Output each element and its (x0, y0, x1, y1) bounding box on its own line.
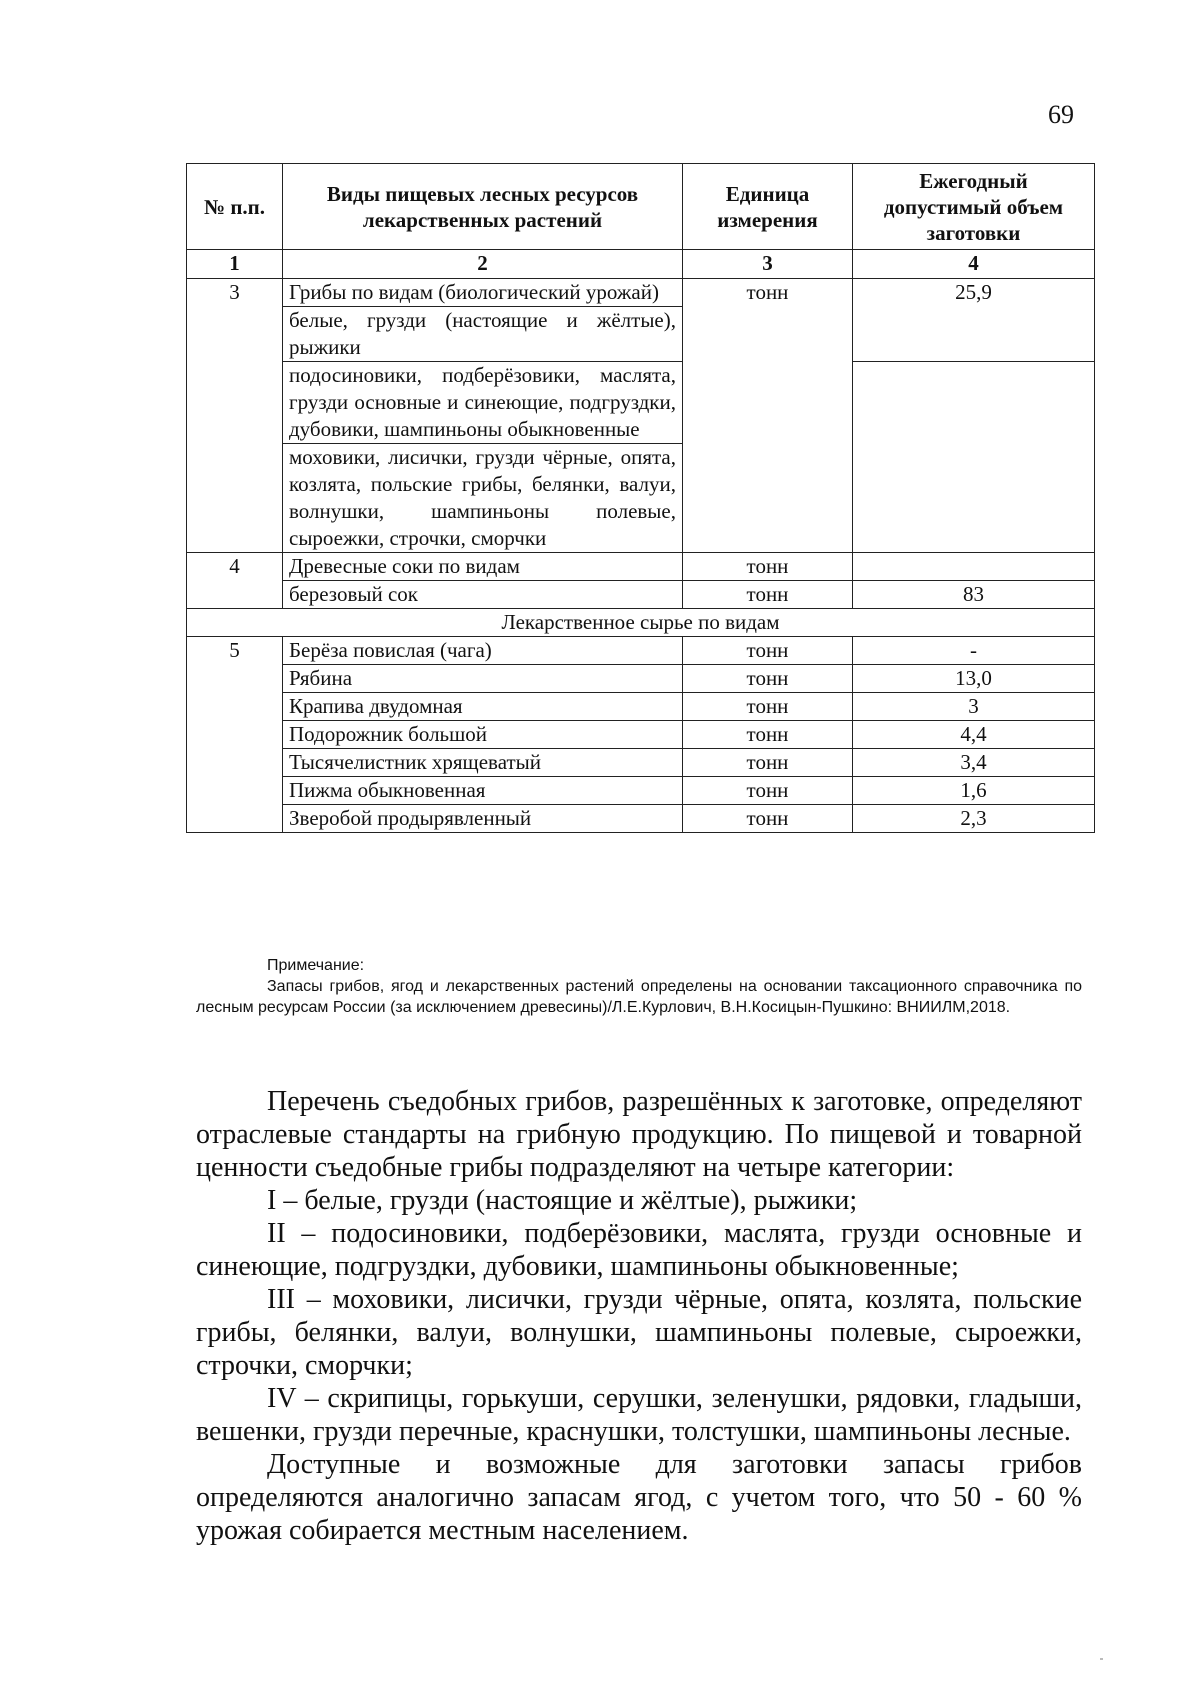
resource-unit: тонн (683, 553, 853, 581)
resource-volume: - (853, 637, 1095, 665)
table-row (187, 362, 1095, 444)
resource-unit: тонн (683, 665, 853, 693)
resource-name: белые, грузди (настоящие и жёлтые), рыжики (283, 307, 683, 362)
col-number: 4 (853, 250, 1095, 279)
resource-volume: 4,4 (853, 721, 1095, 749)
resource-unit: тонн (683, 805, 853, 833)
resource-unit: тонн (683, 693, 853, 721)
col-number: 3 (683, 250, 853, 279)
table-row (187, 637, 1095, 665)
resource-volume: 83 (853, 581, 1095, 609)
resource-volume: 2,3 (853, 805, 1095, 833)
table-row (187, 693, 1095, 721)
header-volume: Ежегодный допустимый объем заготовки (853, 164, 1095, 250)
table-row (187, 721, 1095, 749)
row-num: 4 (187, 553, 283, 609)
resource-unit: тонн (683, 749, 853, 777)
table-header-row (187, 164, 1095, 250)
resource-name: Древесные соки по видам (283, 553, 683, 581)
paragraph: III – моховики, лисички, грузди чёрные, опята, козлята, польские грибы, белянки, валуи, волнушки, шампиньоны полевые, сыроежки, строчки, сморчки; (196, 1284, 1082, 1381)
table-row (187, 805, 1095, 833)
resource-name: Тысячелистник хрящеватый (283, 749, 683, 777)
resource-volume: 13,0 (853, 665, 1095, 693)
table-row (187, 553, 1095, 581)
page-number: 69 (1048, 100, 1074, 129)
resource-name: березовый сок (283, 581, 683, 609)
resource-unit: тонн (683, 637, 853, 665)
section-title: Лекарственное сырье по видам (187, 609, 1095, 637)
resource-volume: 3,4 (853, 749, 1095, 777)
resource-volume: 25,9 (853, 279, 1095, 362)
table-note (196, 955, 1082, 1018)
header-unit: Единица измерения (683, 164, 853, 250)
header-kind: Виды пищевых лесных ресурсов лекарственных растений (283, 164, 683, 250)
resource-name: Берёза повислая (чага) (283, 637, 683, 665)
table-row (187, 665, 1095, 693)
column-number-row (187, 250, 1095, 279)
paragraph: IV – скрипицы, горькуши, серушки, зеленушки, рядовки, гладыши, вешенки, грузди перечные, краснушки, толстушки, шампиньоны лесные. (196, 1383, 1082, 1447)
resource-name: Подорожник большой (283, 721, 683, 749)
section-row (187, 609, 1095, 637)
resource-name: Грибы по видам (биологический урожай) (283, 279, 683, 307)
table-row (187, 279, 1095, 307)
resource-name: Пижма обыкновенная (283, 777, 683, 805)
row-num: 3 (187, 279, 283, 553)
resources-table (186, 163, 1095, 833)
paragraph: Перечень съедобных грибов, разрешённых к заготовке, определяют отраслевые стандарты на грибную продукцию. По пищевой и товарной ценности съедобные грибы подразделяют на четыре категории: (196, 1086, 1082, 1183)
resource-name: моховики, лисички, грузди чёрные, опята, козлята, польские грибы, белянки, валуи, волнушки, шампиньоны полевые, сыроежки, строчки, сморчки (283, 444, 683, 553)
empty-cell (853, 362, 1095, 553)
resource-volume: 1,6 (853, 777, 1095, 805)
paragraph: II – подосиновики, подберёзовики, маслята, грузди основные и синеющие, подгруздки, дубовики, шампиньоны обыкновенные; (196, 1218, 1082, 1282)
paragraph: Доступные и возможные для заготовки запасы грибов определяются аналогично запасам ягод, с учетом того, что 50 - 60 % урожая собирается местным населением. (196, 1449, 1082, 1546)
resource-unit: тонн (683, 581, 853, 609)
note-text: Запасы грибов, ягод и лекарственных растений определены на основании таксационного справочника по лесным ресурсам России (за исключением древесины)/Л.Е.Курлович, В.Н.Косицын-Пушкино: ВНИИЛМ,2018. (196, 978, 1082, 1016)
resource-volume: 3 (853, 693, 1095, 721)
note-title: Примечание: (267, 957, 365, 974)
paragraph: I – белые, грузди (настоящие и жёлтые), рыжики; (267, 1185, 858, 1216)
resource-name: подосиновики, подберёзовики, маслята, грузди основные и синеющие, подгруздки, дубовики, шампиньоны обыкновенные (283, 362, 683, 444)
scan-artifact (1100, 1658, 1103, 1660)
table-row (187, 581, 1095, 609)
row-num: 5 (187, 637, 283, 833)
resource-volume (853, 553, 1095, 581)
table-row (187, 749, 1095, 777)
resource-unit: тонн (683, 777, 853, 805)
col-number: 1 (187, 250, 283, 279)
resource-name: Зверобой продырявленный (283, 805, 683, 833)
resource-name: Крапива двудомная (283, 693, 683, 721)
resource-unit: тонн (683, 279, 853, 553)
resource-unit: тонн (683, 721, 853, 749)
body-text (196, 1085, 1082, 1547)
table-row (187, 777, 1095, 805)
col-number: 2 (283, 250, 683, 279)
header-num: № п.п. (187, 164, 283, 250)
resource-name: Рябина (283, 665, 683, 693)
